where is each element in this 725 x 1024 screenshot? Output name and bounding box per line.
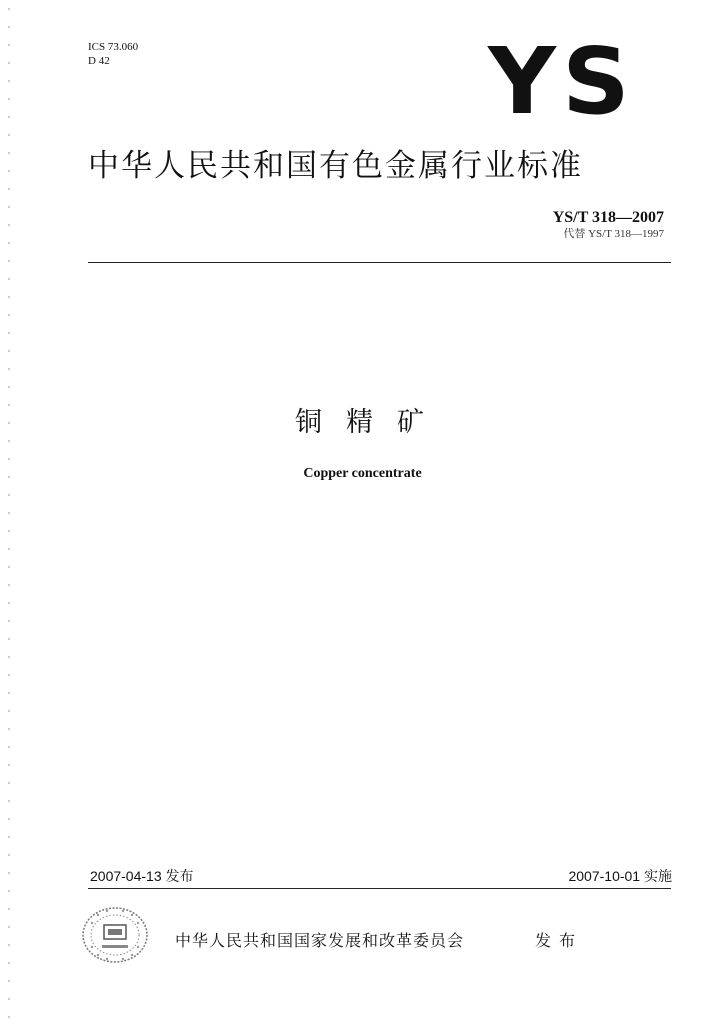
left-margin-dots: [6, 0, 12, 1024]
ics-code: ICS 73.060: [88, 41, 139, 53]
header-divider: [88, 262, 671, 263]
ys-logo: YS: [488, 28, 636, 135]
replaced-standard: 代替 YS/T 318—1997: [563, 228, 664, 240]
standard-code-block: [553, 208, 664, 241]
official-seal-icon: [80, 905, 150, 965]
standard-code: YS/T 318—2007: [552, 209, 664, 226]
standard-category-title: 中华人民共和国有色金属行业标准: [88, 148, 583, 184]
issue-label: 发布: [535, 931, 584, 950]
document-title-english: Copper concentrate: [303, 466, 422, 481]
footer-divider: [88, 888, 671, 889]
issuing-authority: 中华人民共和国国家发展和改革委员会: [175, 931, 465, 950]
issue-date: 2007-04-13 发布: [90, 868, 194, 884]
document-title-chinese: 铜精矿: [295, 407, 448, 438]
classification-codes: [88, 40, 138, 68]
ccs-code: D 42: [88, 55, 110, 67]
implementation-date: 2007-10-01 实施: [568, 868, 672, 884]
